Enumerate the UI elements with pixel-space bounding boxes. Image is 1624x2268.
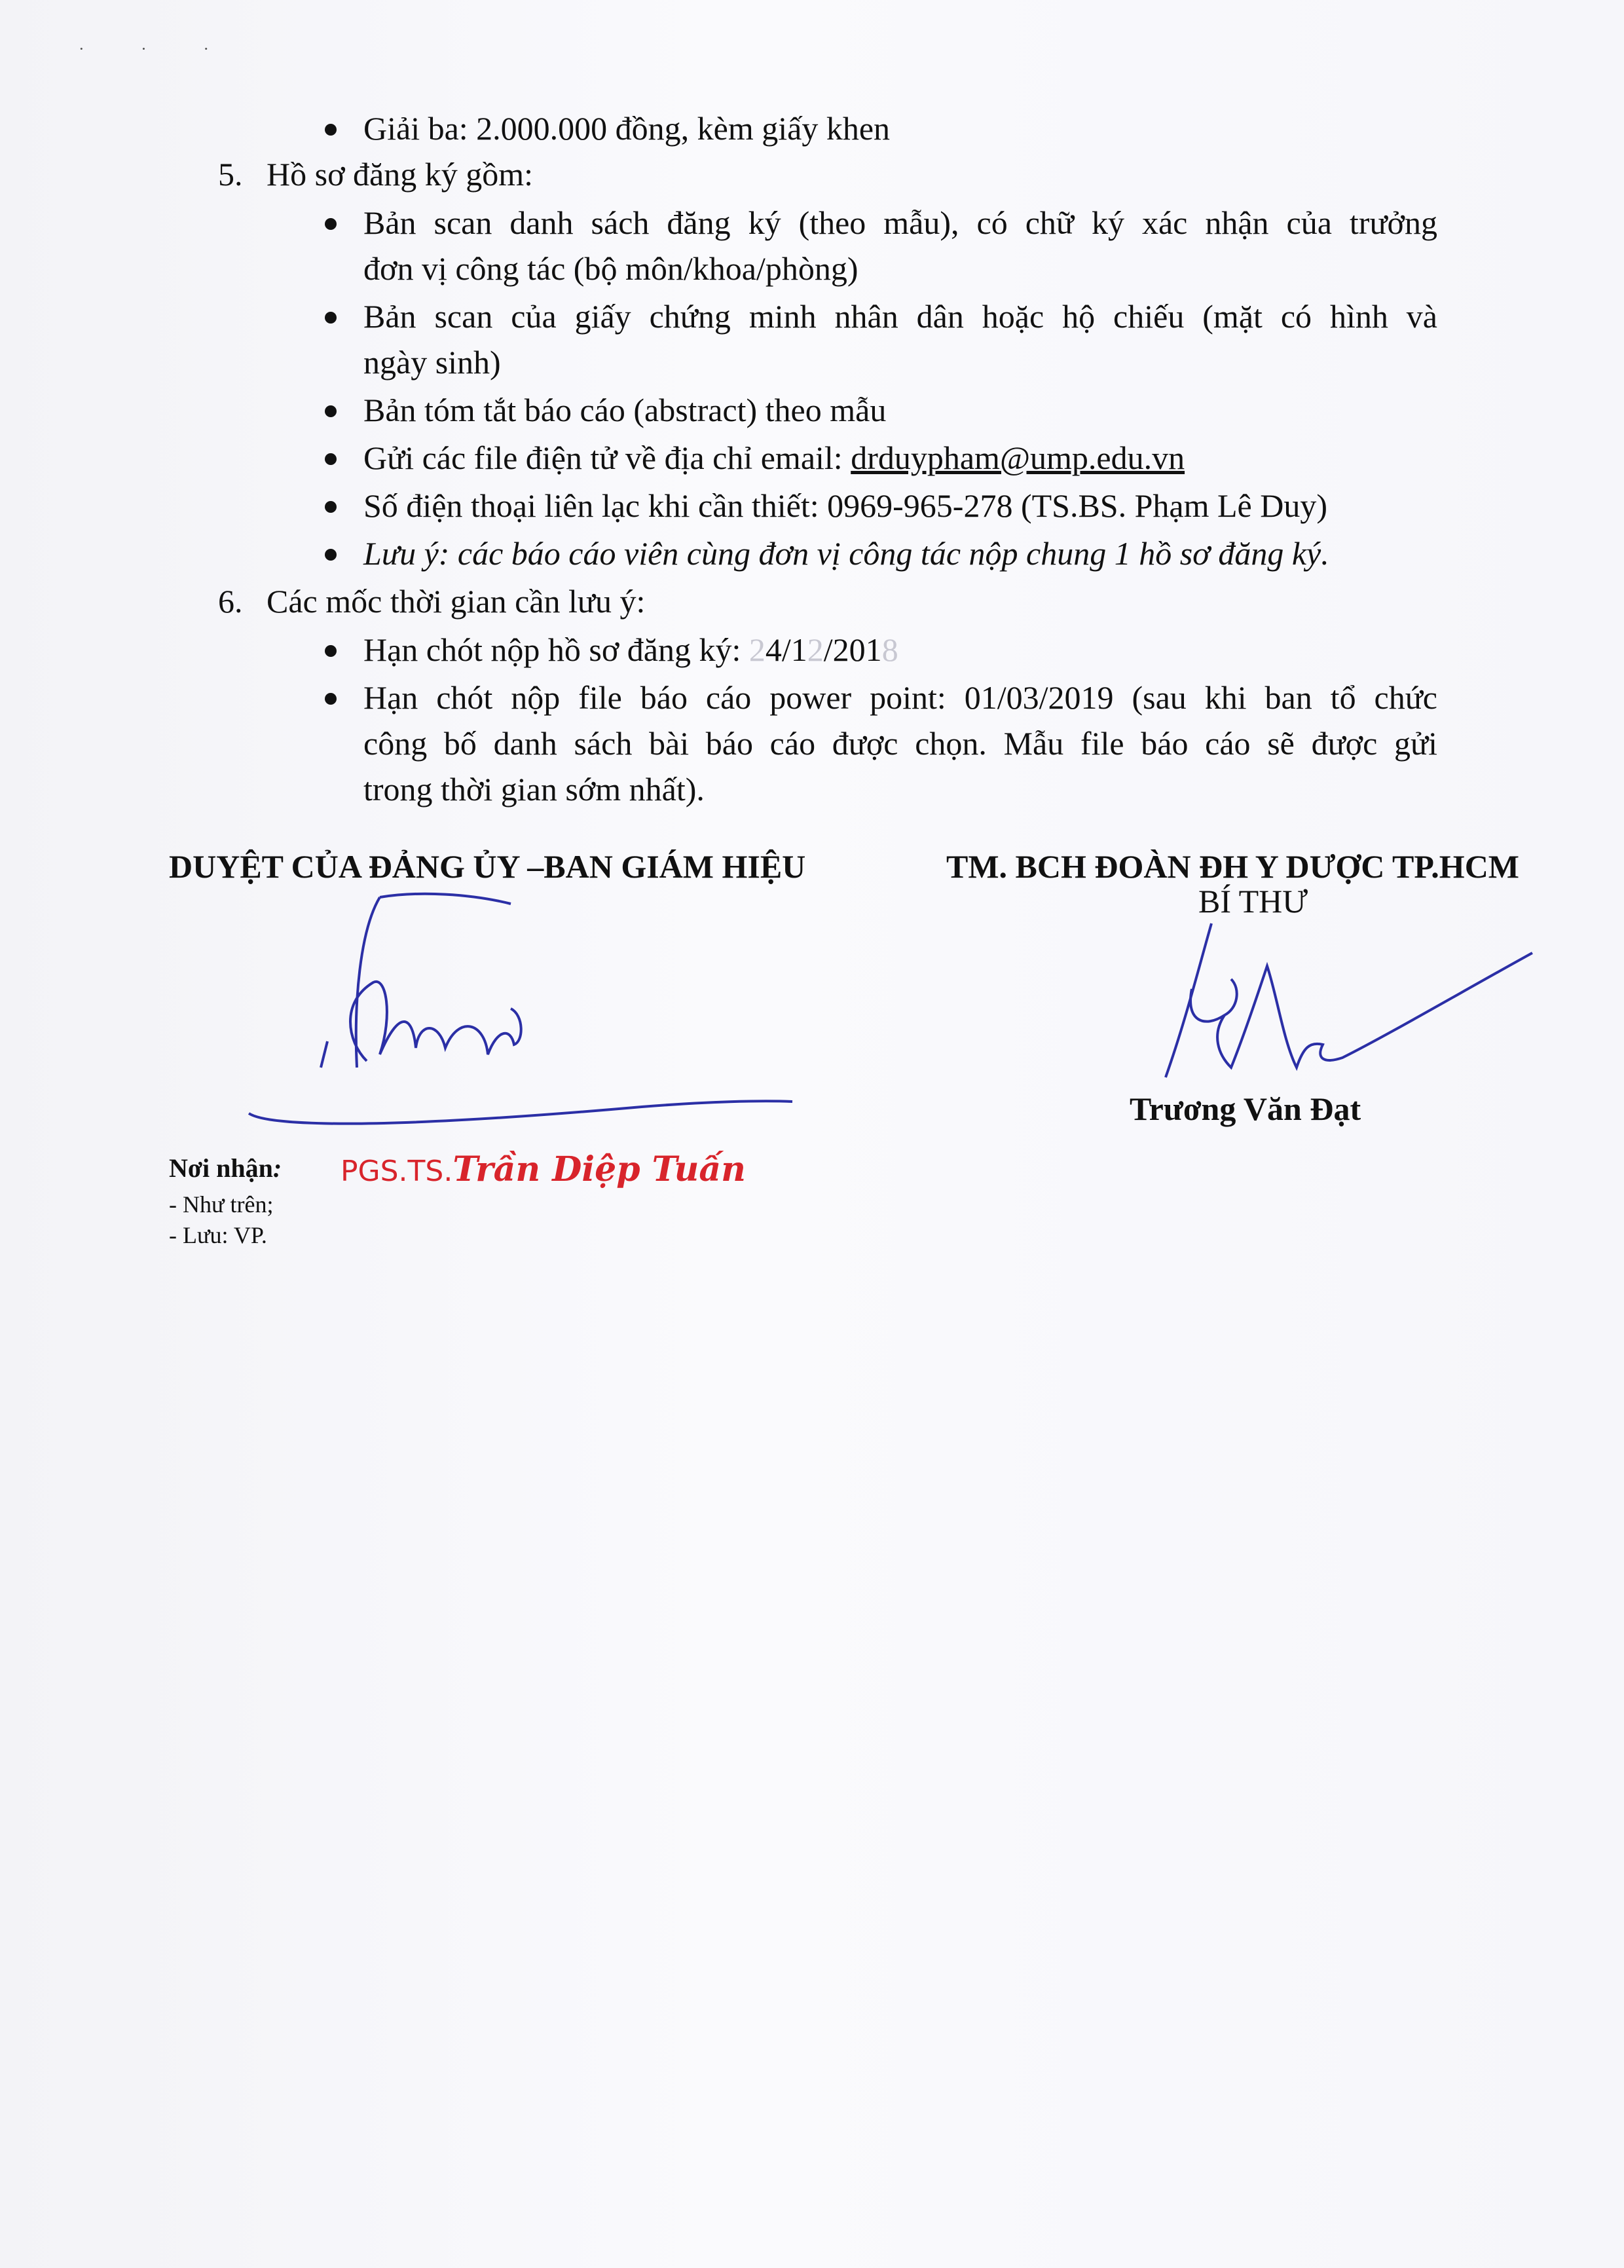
- approval-heading: DUYỆT CỦA ĐẢNG ỦY –BAN GIÁM HIỆU: [169, 848, 806, 885]
- name-stamp: [341, 1149, 746, 1189]
- note-item: Lưu ý: các báo cáo viên cùng đơn vị công tác nộp chung 1 hồ sơ đăng ký.: [363, 535, 1329, 572]
- recipients-colon: :: [272, 1153, 282, 1183]
- deadline-faded-digit: 2: [807, 631, 824, 668]
- email-prefix: Gửi các file điện tử về địa chỉ email:: [363, 439, 851, 476]
- secretary-signature: [1126, 917, 1598, 1087]
- bullet-icon: [325, 453, 337, 465]
- stamp-signer-name: Trần Diệp Tuấn: [452, 1149, 746, 1189]
- stamp-prefix: PGS.TS.: [341, 1155, 453, 1188]
- bullet-icon: [325, 312, 337, 324]
- section6-title: Các mốc thời gian cần lưu ý:: [267, 583, 646, 620]
- bullet-icon: [325, 124, 337, 136]
- id-scan-line1: Bản scan của giấy chứng minh nhân dân hoặc hộ chiếu (mặt có hình và: [363, 298, 1437, 335]
- bullet-icon: [325, 218, 337, 230]
- id-scan-line2: ngày sinh): [363, 344, 501, 381]
- deadline-faded-digit: 2: [748, 631, 766, 668]
- deadline-date-part: /201: [823, 631, 882, 668]
- union-heading: TM. BCH ĐOÀN ĐH Y DƯỢC TP.HCM: [946, 848, 1519, 885]
- registration-deadline: [363, 630, 898, 669]
- ppt-deadline-line1: Hạn chót nộp file báo cáo power point: 01/03/2019 (sau khi ban tổ chức: [363, 679, 1437, 716]
- bullet-icon: [325, 405, 337, 417]
- bullet-icon: [325, 693, 337, 705]
- scan-artifact: · · ·: [79, 39, 235, 58]
- registration-list-line2: đơn vị công tác (bộ môn/khoa/phòng): [363, 250, 858, 287]
- bullet-icon: [325, 501, 337, 513]
- ppt-deadline-line2: công bố danh sách bài báo cáo được chọn. Mẫu file báo cáo sẽ được gửi: [363, 725, 1437, 762]
- deadline-date-part: 4/1: [765, 631, 807, 668]
- deadline-prefix: Hạn chót nộp hồ sơ đăng ký:: [363, 631, 749, 668]
- recipients-label-row: [169, 1153, 282, 1184]
- phone-item: Số điện thoại liên lạc khi cần thiết: 0969-965-278 (TS.BS. Phạm Lê Duy): [363, 487, 1327, 524]
- section6-number: 6.: [218, 583, 243, 620]
- prize-third: Giải ba: 2.000.000 đồng, kèm giấy khen: [363, 110, 891, 147]
- recipients-label: Nơi nhận: [169, 1153, 273, 1183]
- secretary-title: BÍ THƯ: [1198, 883, 1308, 920]
- abstract-item: Bản tóm tắt báo cáo (abstract) theo mẫu: [363, 392, 887, 428]
- bullet-icon: [325, 549, 337, 561]
- secretary-name: Trương Văn Đạt: [1130, 1090, 1361, 1127]
- section5-number: 5.: [218, 156, 243, 193]
- registration-list-line1: Bản scan danh sách đăng ký (theo mẫu), có chữ ký xác nhận của trưởng: [363, 204, 1437, 241]
- section5-title: Hồ sơ đăng ký gồm:: [267, 156, 533, 193]
- ppt-deadline-line3: trong thời gian sớm nhất).: [363, 771, 705, 808]
- deadline-faded-digit: 8: [881, 631, 898, 668]
- recipient-item: - Như trên;: [169, 1191, 274, 1218]
- recipient-item: - Lưu: VP.: [169, 1222, 267, 1248]
- bullet-icon: [325, 645, 337, 657]
- email-item: [363, 438, 1185, 477]
- principal-signature: [249, 891, 838, 1140]
- email-link[interactable]: drduypham@ump.edu.vn: [851, 439, 1185, 476]
